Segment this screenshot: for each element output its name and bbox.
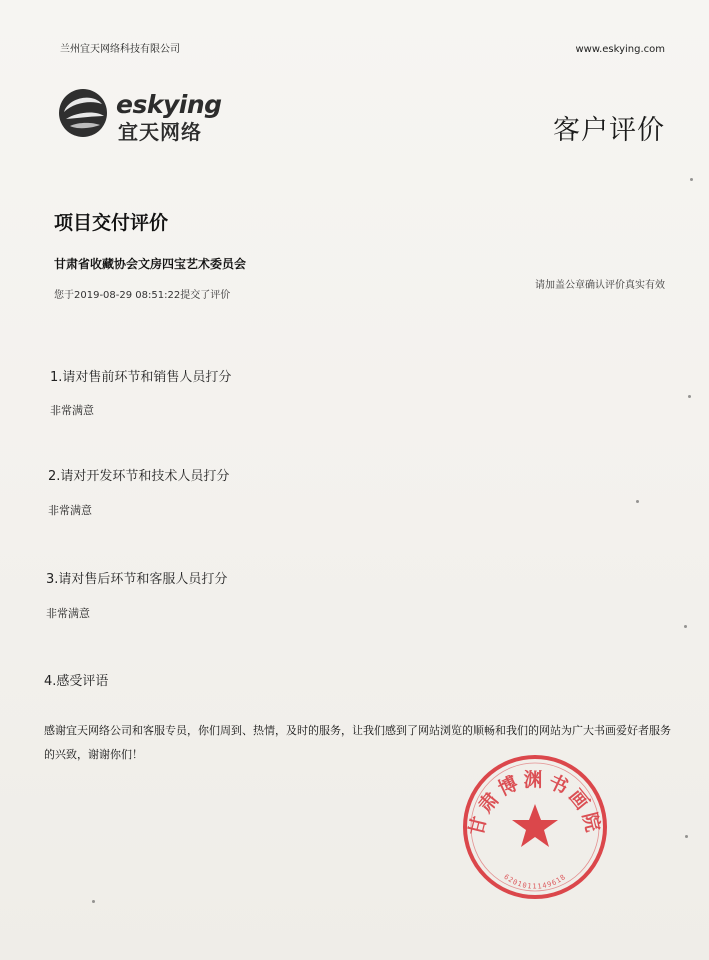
paper-speck bbox=[688, 395, 691, 398]
paper-speck bbox=[685, 835, 688, 838]
question-1: 1.请对售前环节和销售人员打分 bbox=[50, 370, 232, 385]
question-3: 3.请对售后环节和客服人员打分 bbox=[46, 572, 228, 587]
company-logo bbox=[56, 86, 226, 146]
seal-code bbox=[502, 873, 567, 891]
seal-text-path: 甘肃博渊书画院 bbox=[465, 768, 605, 838]
organization-name: 甘肃省收藏协会文房四宝艺术委员会 bbox=[54, 257, 247, 271]
seal-star-icon bbox=[512, 804, 558, 847]
eskying-logo-icon bbox=[56, 86, 110, 140]
stamp-note: 请加盖公章确认评价真实有效 bbox=[535, 280, 665, 291]
answer-1: 非常满意 bbox=[50, 404, 94, 417]
answer-3: 非常满意 bbox=[46, 607, 90, 620]
document-title: 客户评价 bbox=[553, 115, 665, 146]
question-4: 4.感受评语 bbox=[44, 674, 109, 689]
seal-code-path: 6201011149618 bbox=[502, 872, 568, 891]
paper-speck bbox=[92, 900, 95, 903]
paper-speck bbox=[690, 178, 693, 181]
feedback-comment: 感谢宜天网络公司和客服专员，你们周到、热情，及时的服务，让我们感到了网站浏览的顺畅和我们的网站为广大书画爱好者服务的兴致，谢谢你们！ bbox=[44, 724, 671, 761]
paper-speck bbox=[636, 500, 639, 503]
submission-time: 您于2019-08-29 08:51:22提交了评价 bbox=[54, 290, 231, 301]
question-2: 2.请对开发环节和技术人员打分 bbox=[48, 469, 230, 484]
logo-text-en: eskying bbox=[116, 90, 222, 119]
website-url: www.eskying.com bbox=[575, 44, 665, 55]
official-seal bbox=[460, 752, 610, 902]
company-name: 兰州宜天网络科技有限公司 bbox=[60, 44, 180, 55]
logo-text-cn: 宜天网络 bbox=[118, 120, 202, 144]
evaluation-title: 项目交付评价 bbox=[54, 212, 169, 234]
answer-2: 非常满意 bbox=[48, 504, 92, 517]
paper-speck bbox=[684, 625, 687, 628]
